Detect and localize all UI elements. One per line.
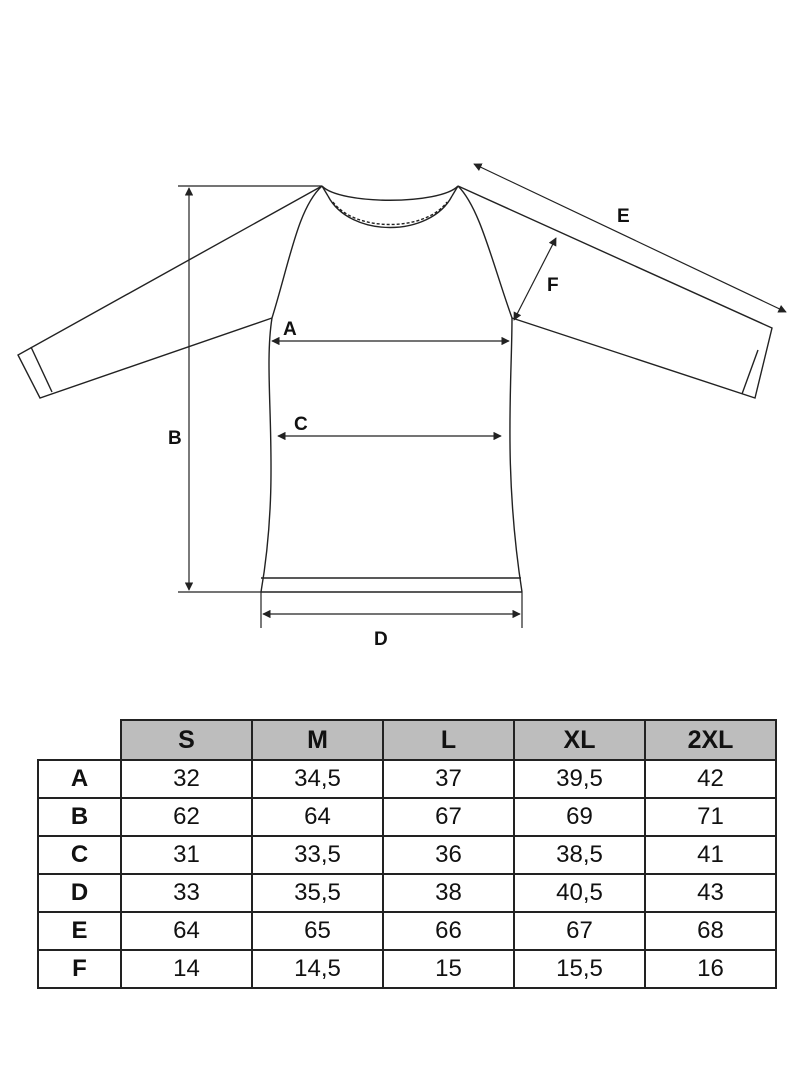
table-row [38, 798, 776, 836]
size-header-m: M [252, 720, 383, 760]
row-label-e: E [38, 912, 121, 950]
table-cell: 33,5 [252, 836, 383, 874]
table-row [38, 950, 776, 988]
measurement-labels [168, 206, 630, 650]
table-row [38, 912, 776, 950]
left-raglan-seam [272, 186, 322, 318]
table-cell: 15,5 [514, 950, 645, 988]
right-sleeve-cuff [742, 350, 758, 394]
table-cell: 36 [383, 836, 514, 874]
row-label-d: D [38, 874, 121, 912]
size-header-row [38, 720, 776, 760]
table-cell: 14 [121, 950, 252, 988]
table-cell: 32 [121, 760, 252, 798]
table-row [38, 836, 776, 874]
table-cell: 38,5 [514, 836, 645, 874]
table-cell: 38 [383, 874, 514, 912]
label-a: A [283, 319, 297, 340]
size-header-l: L [383, 720, 514, 760]
table-cell: 71 [645, 798, 776, 836]
table-cell: 41 [645, 836, 776, 874]
size-header-2xl: 2XL [645, 720, 776, 760]
measure-line-e [474, 164, 786, 312]
table-cell: 67 [514, 912, 645, 950]
table-cell: 33 [121, 874, 252, 912]
table-cell: 66 [383, 912, 514, 950]
row-label-b: B [38, 798, 121, 836]
table-cell: 31 [121, 836, 252, 874]
label-f: F [547, 275, 559, 296]
size-chart-table [37, 719, 777, 989]
size-table-body [38, 760, 776, 988]
body-right-side [510, 318, 522, 592]
table-cell: 67 [383, 798, 514, 836]
size-header-s: S [121, 720, 252, 760]
table-row [38, 874, 776, 912]
shirt-outline [18, 186, 772, 592]
table-cell: 62 [121, 798, 252, 836]
table-cell: 14,5 [252, 950, 383, 988]
table-cell: 64 [252, 798, 383, 836]
size-header-xl: XL [514, 720, 645, 760]
collar-stitch [333, 202, 447, 225]
row-label-a: A [38, 760, 121, 798]
table-cell: 39,5 [514, 760, 645, 798]
table-cell: 43 [645, 874, 776, 912]
table-cell: 37 [383, 760, 514, 798]
neckline [322, 186, 458, 200]
label-d: D [374, 629, 388, 650]
right-raglan-seam [458, 186, 512, 318]
table-cell: 15 [383, 950, 514, 988]
label-b: B [168, 428, 182, 449]
table-cell: 35,5 [252, 874, 383, 912]
table-cell: 68 [645, 912, 776, 950]
table-cell: 42 [645, 760, 776, 798]
table-corner [38, 720, 121, 760]
row-label-c: C [38, 836, 121, 874]
table-row [38, 760, 776, 798]
right-sleeve [458, 186, 772, 398]
label-e: E [617, 206, 630, 227]
table-cell: 69 [514, 798, 645, 836]
row-label-f: F [38, 950, 121, 988]
table-cell: 34,5 [252, 760, 383, 798]
body-left-side [261, 318, 272, 592]
table-cell: 16 [645, 950, 776, 988]
table-cell: 64 [121, 912, 252, 950]
label-c: C [294, 414, 308, 435]
table-cell: 40,5 [514, 874, 645, 912]
left-sleeve [18, 186, 322, 398]
table-cell: 65 [252, 912, 383, 950]
